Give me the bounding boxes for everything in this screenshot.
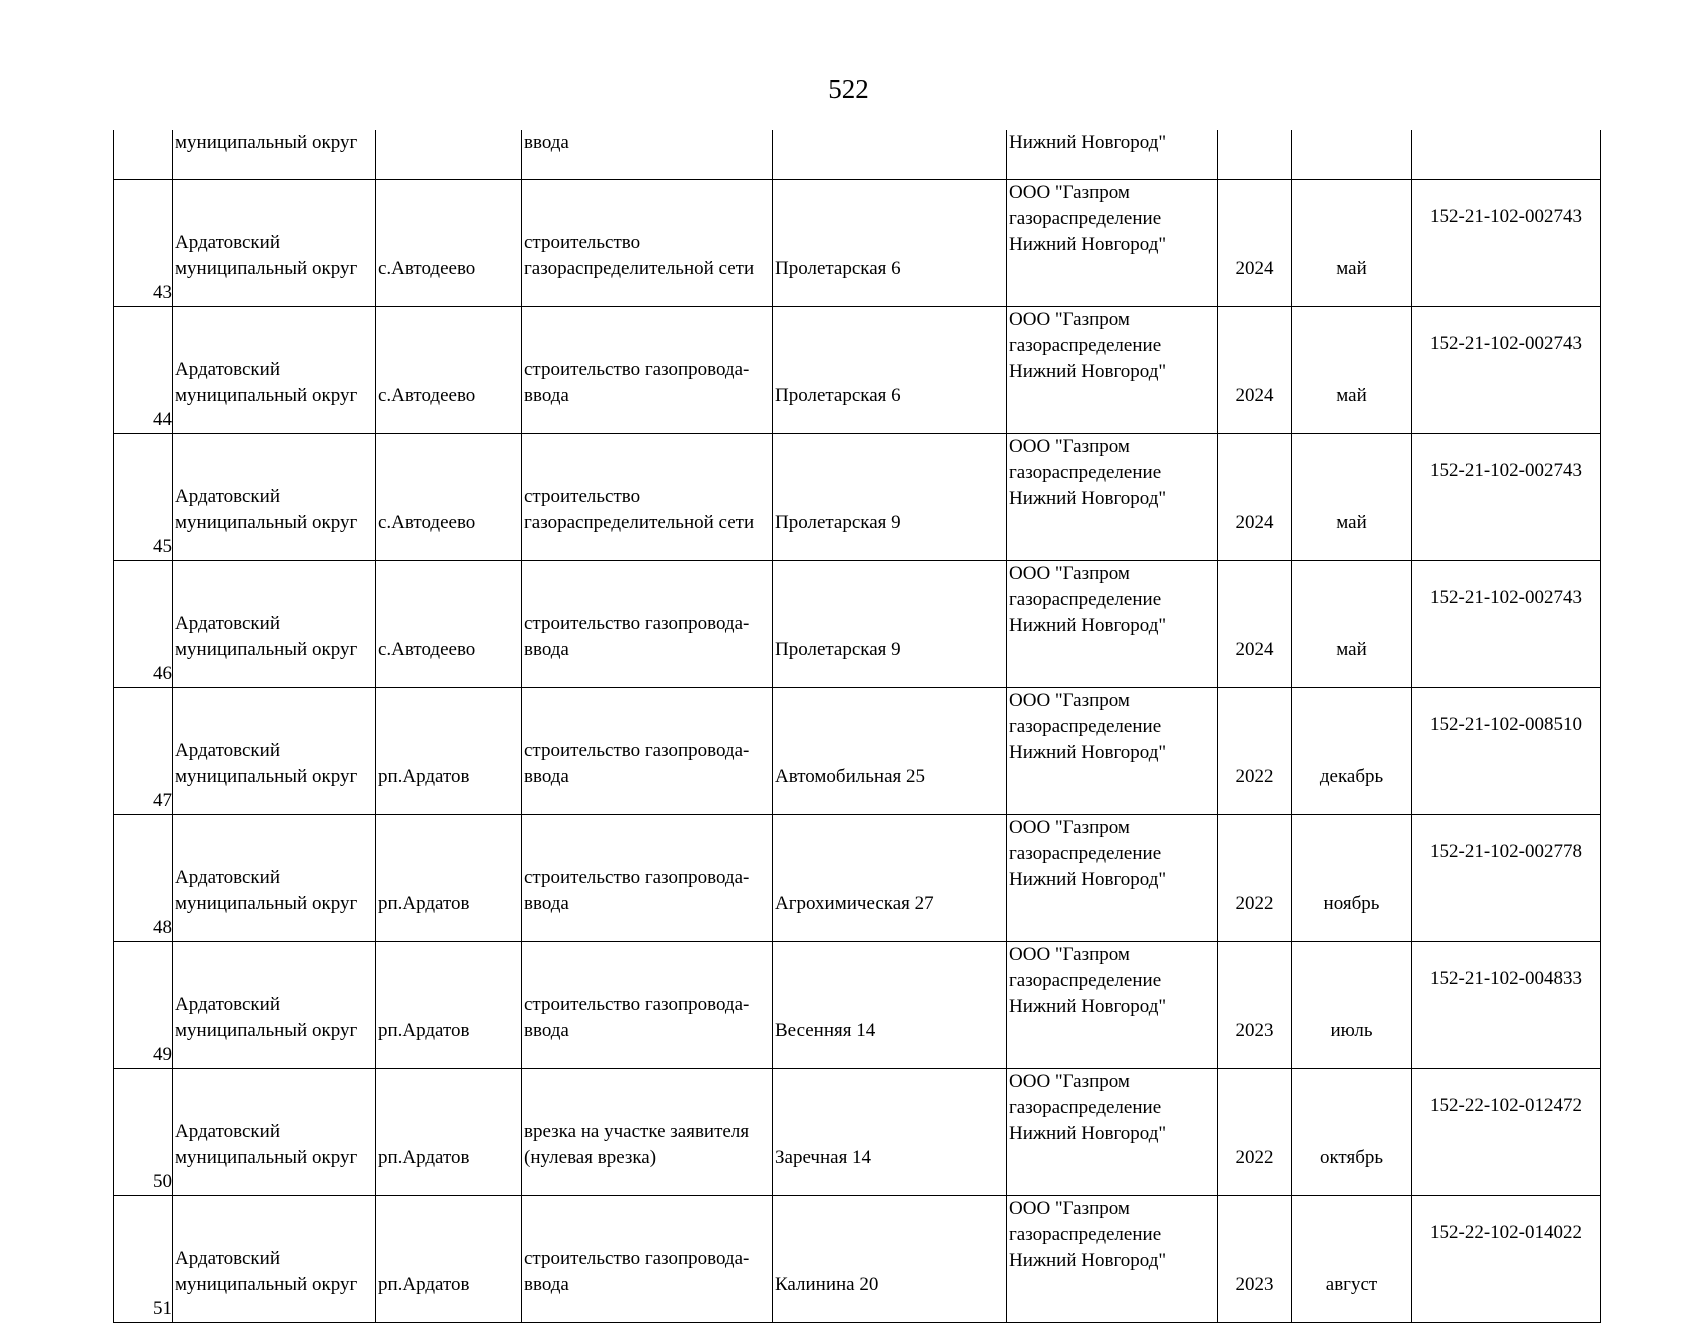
cell-code [1412, 561, 1601, 688]
gas-connection-table [113, 130, 1601, 1323]
cell-settlement [376, 815, 522, 942]
cell-text: строительство газораспределительной сети [524, 485, 755, 533]
cell-text: 2023 [1235, 1019, 1274, 1041]
cell-district [173, 307, 376, 434]
cell-year [1218, 942, 1292, 1069]
cell-code [1412, 434, 1601, 561]
table-row [114, 561, 1601, 688]
cell-text: Ардатовский муниципальный округ [175, 1247, 358, 1295]
cell-text: 152-21-102-002778 [1430, 841, 1582, 862]
cell-text: Ардатовский муниципальный округ [175, 993, 358, 1041]
cell-month [1292, 942, 1412, 1069]
cell-text: 2022 [1235, 765, 1274, 787]
cell-num [114, 815, 173, 942]
cell-work-type [522, 180, 773, 307]
cell-district [173, 815, 376, 942]
cell-text: 2022 [1235, 892, 1274, 914]
cell-num [114, 1196, 173, 1323]
table-row [114, 180, 1601, 307]
cell-year [1218, 307, 1292, 434]
cell-year [1218, 561, 1292, 688]
cell-text: 47 [153, 790, 172, 811]
cell-settlement [376, 1196, 522, 1323]
cell-code [1412, 180, 1601, 307]
cell-text: 152-21-102-002743 [1430, 460, 1582, 481]
cell-address [773, 561, 1007, 688]
cell-text: декабрь [1319, 765, 1384, 787]
cell-text: 43 [153, 282, 172, 303]
cell-text: май [1336, 638, 1367, 660]
cell-text: ООО "Газпром газораспределение Нижний Новгород" [1009, 1071, 1167, 1144]
cell-num [114, 1069, 173, 1196]
cell-address [773, 1069, 1007, 1196]
cell-num [114, 130, 173, 180]
cell-text: Агрохимическая 27 [775, 892, 934, 914]
cell-text: 2023 [1235, 1273, 1274, 1295]
cell-text: Калинина 20 [775, 1273, 879, 1295]
table-body [114, 130, 1601, 1323]
cell-month [1292, 434, 1412, 561]
cell-month [1292, 815, 1412, 942]
cell-text: ООО "Газпром газораспределение Нижний Новгород" [1009, 817, 1167, 890]
cell-text: Ардатовский муниципальный округ [175, 739, 358, 787]
cell-month [1292, 688, 1412, 815]
cell-text: 46 [153, 663, 172, 684]
cell-text: строительство газопровода- ввода [524, 1247, 750, 1295]
cell-text: Пролетарская 9 [775, 511, 901, 533]
cell-text: с.Автодеево [378, 257, 476, 279]
table-row [114, 942, 1601, 1069]
cell-organization [1007, 130, 1218, 180]
cell-work-type [522, 688, 773, 815]
cell-month [1292, 1196, 1412, 1323]
cell-text: ввода [524, 132, 569, 153]
cell-text: Ардатовский муниципальный округ [175, 358, 358, 406]
cell-text: ООО "Газпром газораспределение Нижний Новгород" [1009, 690, 1167, 763]
cell-district [173, 688, 376, 815]
cell-year [1218, 815, 1292, 942]
cell-text: строительство газопровода- ввода [524, 993, 750, 1041]
cell-text: ООО "Газпром газораспределение Нижний Новгород" [1009, 182, 1167, 255]
cell-settlement [376, 307, 522, 434]
cell-text: 2024 [1235, 638, 1274, 660]
cell-text: Ардатовский муниципальный округ [175, 231, 358, 279]
cell-text: Весенняя 14 [775, 1019, 876, 1041]
cell-text: строительство газораспределительной сети [524, 231, 755, 279]
cell-code [1412, 130, 1601, 180]
cell-text: 152-22-102-012472 [1430, 1095, 1582, 1116]
cell-text: Пролетарская 6 [775, 384, 901, 406]
cell-organization [1007, 434, 1218, 561]
cell-code [1412, 1196, 1601, 1323]
cell-num [114, 942, 173, 1069]
cell-organization [1007, 942, 1218, 1069]
cell-text: 48 [153, 917, 172, 938]
cell-text: Ардатовский муниципальный округ [175, 1120, 358, 1168]
cell-text: строительство газопровода- ввода [524, 866, 750, 914]
cell-code [1412, 815, 1601, 942]
cell-address [773, 307, 1007, 434]
cell-settlement [376, 180, 522, 307]
cell-code [1412, 307, 1601, 434]
cell-text: 45 [153, 536, 172, 557]
cell-settlement [376, 561, 522, 688]
cell-text: май [1336, 257, 1367, 279]
cell-address [773, 180, 1007, 307]
cell-address [773, 815, 1007, 942]
cell-organization [1007, 561, 1218, 688]
cell-settlement [376, 434, 522, 561]
cell-settlement [376, 942, 522, 1069]
cell-address [773, 434, 1007, 561]
cell-month [1292, 130, 1412, 180]
cell-text: Пролетарская 6 [775, 257, 901, 279]
cell-organization [1007, 1069, 1218, 1196]
cell-year [1218, 1069, 1292, 1196]
cell-text: муниципальный округ [175, 132, 358, 153]
cell-num [114, 561, 173, 688]
continuation-row [114, 130, 1601, 180]
cell-address [773, 1196, 1007, 1323]
cell-district [173, 130, 376, 180]
table-row [114, 1196, 1601, 1323]
cell-year [1218, 1196, 1292, 1323]
cell-year [1218, 180, 1292, 307]
cell-month [1292, 307, 1412, 434]
cell-text: строительство газопровода- ввода [524, 612, 750, 660]
cell-num [114, 688, 173, 815]
cell-work-type [522, 561, 773, 688]
cell-text: ООО "Газпром газораспределение Нижний Новгород" [1009, 563, 1167, 636]
cell-work-type [522, 1069, 773, 1196]
cell-organization [1007, 180, 1218, 307]
cell-text: ООО "Газпром газораспределение Нижний Новгород" [1009, 1198, 1167, 1271]
cell-text: Ардатовский муниципальный округ [175, 612, 358, 660]
table-row [114, 815, 1601, 942]
cell-month [1292, 1069, 1412, 1196]
cell-work-type [522, 130, 773, 180]
cell-num [114, 307, 173, 434]
cell-text: май [1336, 511, 1367, 533]
cell-work-type [522, 307, 773, 434]
cell-text: октябрь [1319, 1146, 1384, 1168]
cell-text: Пролетарская 9 [775, 638, 901, 660]
cell-work-type [522, 942, 773, 1069]
table-row [114, 1069, 1601, 1196]
cell-organization [1007, 1196, 1218, 1323]
cell-year [1218, 434, 1292, 561]
cell-text: июль [1330, 1019, 1373, 1041]
cell-text: май [1336, 384, 1367, 406]
cell-text: август [1325, 1273, 1378, 1295]
cell-organization [1007, 307, 1218, 434]
table-row [114, 688, 1601, 815]
cell-text: 2024 [1235, 511, 1274, 533]
cell-text: ноябрь [1323, 892, 1380, 914]
cell-num [114, 434, 173, 561]
cell-settlement [376, 1069, 522, 1196]
cell-organization [1007, 815, 1218, 942]
cell-address [773, 942, 1007, 1069]
cell-text: Автомобильная 25 [775, 765, 926, 787]
page-number: 522 [828, 74, 869, 104]
cell-code [1412, 942, 1601, 1069]
cell-month [1292, 561, 1412, 688]
cell-text: Нижний Новгород" [1009, 132, 1167, 153]
cell-settlement [376, 130, 522, 180]
cell-district [173, 434, 376, 561]
cell-text: рп.Ардатов [378, 892, 470, 914]
cell-text: 152-21-102-004833 [1430, 968, 1582, 989]
cell-text: строительство газопровода- ввода [524, 739, 750, 787]
cell-text: 50 [153, 1171, 172, 1192]
cell-text: 2024 [1235, 257, 1274, 279]
cell-work-type [522, 434, 773, 561]
cell-text: 51 [153, 1298, 172, 1319]
cell-district [173, 1069, 376, 1196]
cell-text: с.Автодеево [378, 384, 476, 406]
cell-text: с.Автодеево [378, 638, 476, 660]
cell-text: рп.Ардатов [378, 1146, 470, 1168]
cell-district [173, 942, 376, 1069]
cell-text: врезка на участке заявителя (нулевая врезка) [524, 1120, 750, 1168]
cell-text: Ардатовский муниципальный округ [175, 866, 358, 914]
cell-text: рп.Ардатов [378, 765, 470, 787]
cell-text: с.Автодеево [378, 511, 476, 533]
cell-text: ООО "Газпром газораспределение Нижний Новгород" [1009, 944, 1167, 1017]
cell-text: Ардатовский муниципальный округ [175, 485, 358, 533]
cell-code [1412, 688, 1601, 815]
cell-district [173, 180, 376, 307]
cell-text: 2022 [1235, 1146, 1274, 1168]
cell-text: 152-22-102-014022 [1430, 1222, 1582, 1243]
cell-text: рп.Ардатов [378, 1019, 470, 1041]
cell-text: Заречная 14 [775, 1146, 872, 1168]
cell-text: строительство газопровода- ввода [524, 358, 750, 406]
cell-num [114, 180, 173, 307]
cell-text: ООО "Газпром газораспределение Нижний Новгород" [1009, 309, 1167, 382]
cell-address [773, 688, 1007, 815]
cell-text: 152-21-102-002743 [1430, 333, 1582, 354]
cell-organization [1007, 688, 1218, 815]
cell-text: 152-21-102-002743 [1430, 206, 1582, 227]
cell-month [1292, 180, 1412, 307]
cell-text: 152-21-102-008510 [1430, 714, 1582, 735]
cell-address [773, 130, 1007, 180]
cell-year [1218, 688, 1292, 815]
cell-text: ООО "Газпром газораспределение Нижний Новгород" [1009, 436, 1167, 509]
cell-text: 152-21-102-002743 [1430, 587, 1582, 608]
cell-district [173, 1196, 376, 1323]
cell-text: рп.Ардатов [378, 1273, 470, 1295]
cell-text: 49 [153, 1044, 172, 1065]
cell-code [1412, 1069, 1601, 1196]
cell-work-type [522, 815, 773, 942]
cell-settlement [376, 688, 522, 815]
table-row [114, 434, 1601, 561]
cell-text: 44 [153, 409, 172, 430]
cell-year [1218, 130, 1292, 180]
cell-text: 2024 [1235, 384, 1274, 406]
cell-district [173, 561, 376, 688]
table-row [114, 307, 1601, 434]
cell-work-type [522, 1196, 773, 1323]
